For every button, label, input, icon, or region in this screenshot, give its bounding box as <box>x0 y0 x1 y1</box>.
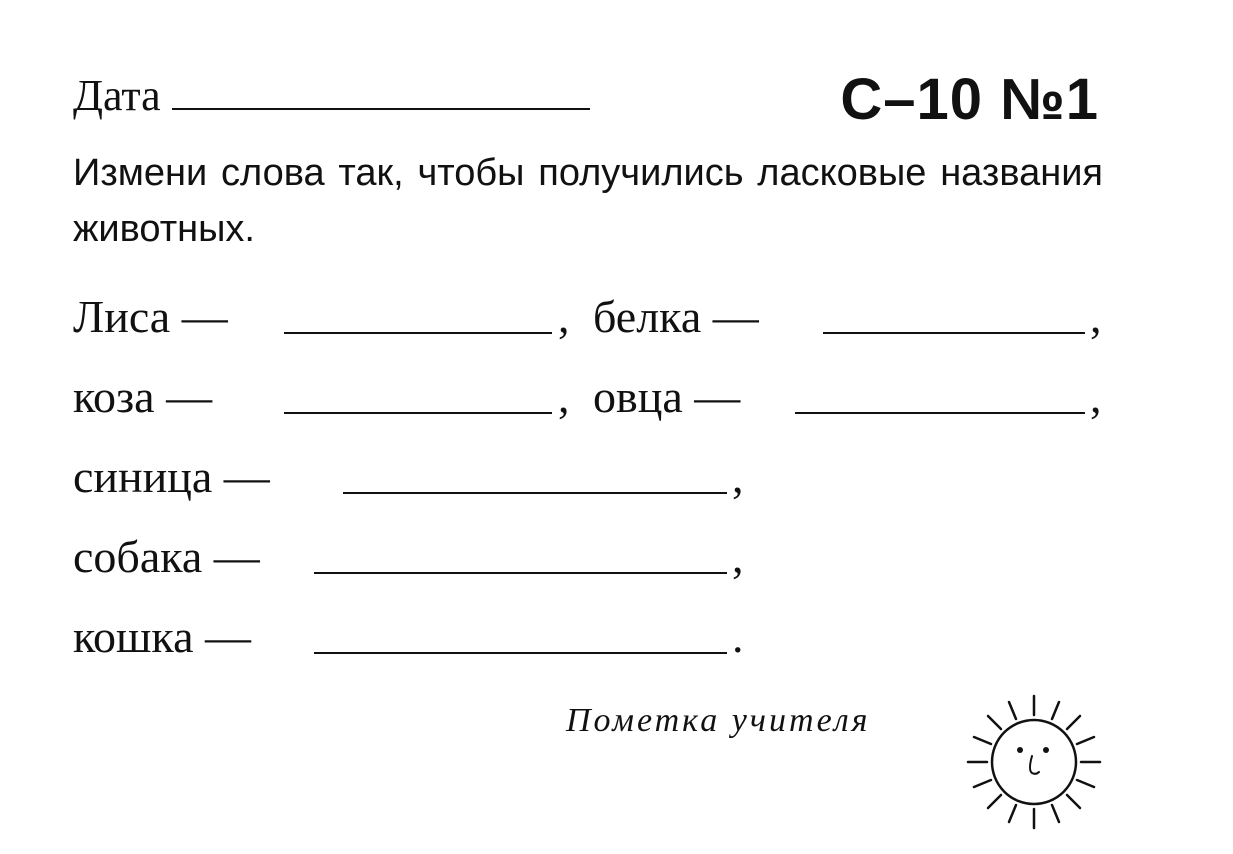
separator: , <box>1090 371 1102 422</box>
separator: , <box>1090 291 1102 342</box>
word-sinica: синица — <box>73 451 270 502</box>
sun-face-icon <box>962 690 1112 840</box>
word-lisa: Лиса — <box>73 291 228 342</box>
word-koshka: кошка — <box>73 611 252 662</box>
separator: . <box>732 611 744 662</box>
word-belka: белка — <box>593 291 759 342</box>
answer-line-lisa[interactable] <box>284 332 552 334</box>
separator: , <box>732 451 744 502</box>
date-label: Дата <box>73 71 161 120</box>
separator: , <box>558 371 570 422</box>
answer-line-ovca[interactable] <box>795 412 1085 414</box>
word-koza: коза — <box>73 371 213 422</box>
answer-line-belka[interactable] <box>823 332 1085 334</box>
separator: , <box>558 291 570 342</box>
answer-line-sobaka[interactable] <box>314 572 727 574</box>
separator: , <box>732 531 744 582</box>
instruction-text: Измени слова так, чтобы получились ласковые названия животных. <box>73 152 1103 250</box>
answer-line-koza[interactable] <box>284 412 552 414</box>
answer-line-koshka[interactable] <box>314 652 727 654</box>
card-id: С–10 №1 <box>840 67 1099 132</box>
answer-line-sinica[interactable] <box>343 492 727 494</box>
date-row <box>73 70 590 121</box>
teacher-note-label: Пометка учителя <box>566 702 871 739</box>
word-ovca: овца — <box>593 371 741 422</box>
word-sobaka: собака — <box>73 531 260 582</box>
date-input-line[interactable] <box>172 74 590 110</box>
